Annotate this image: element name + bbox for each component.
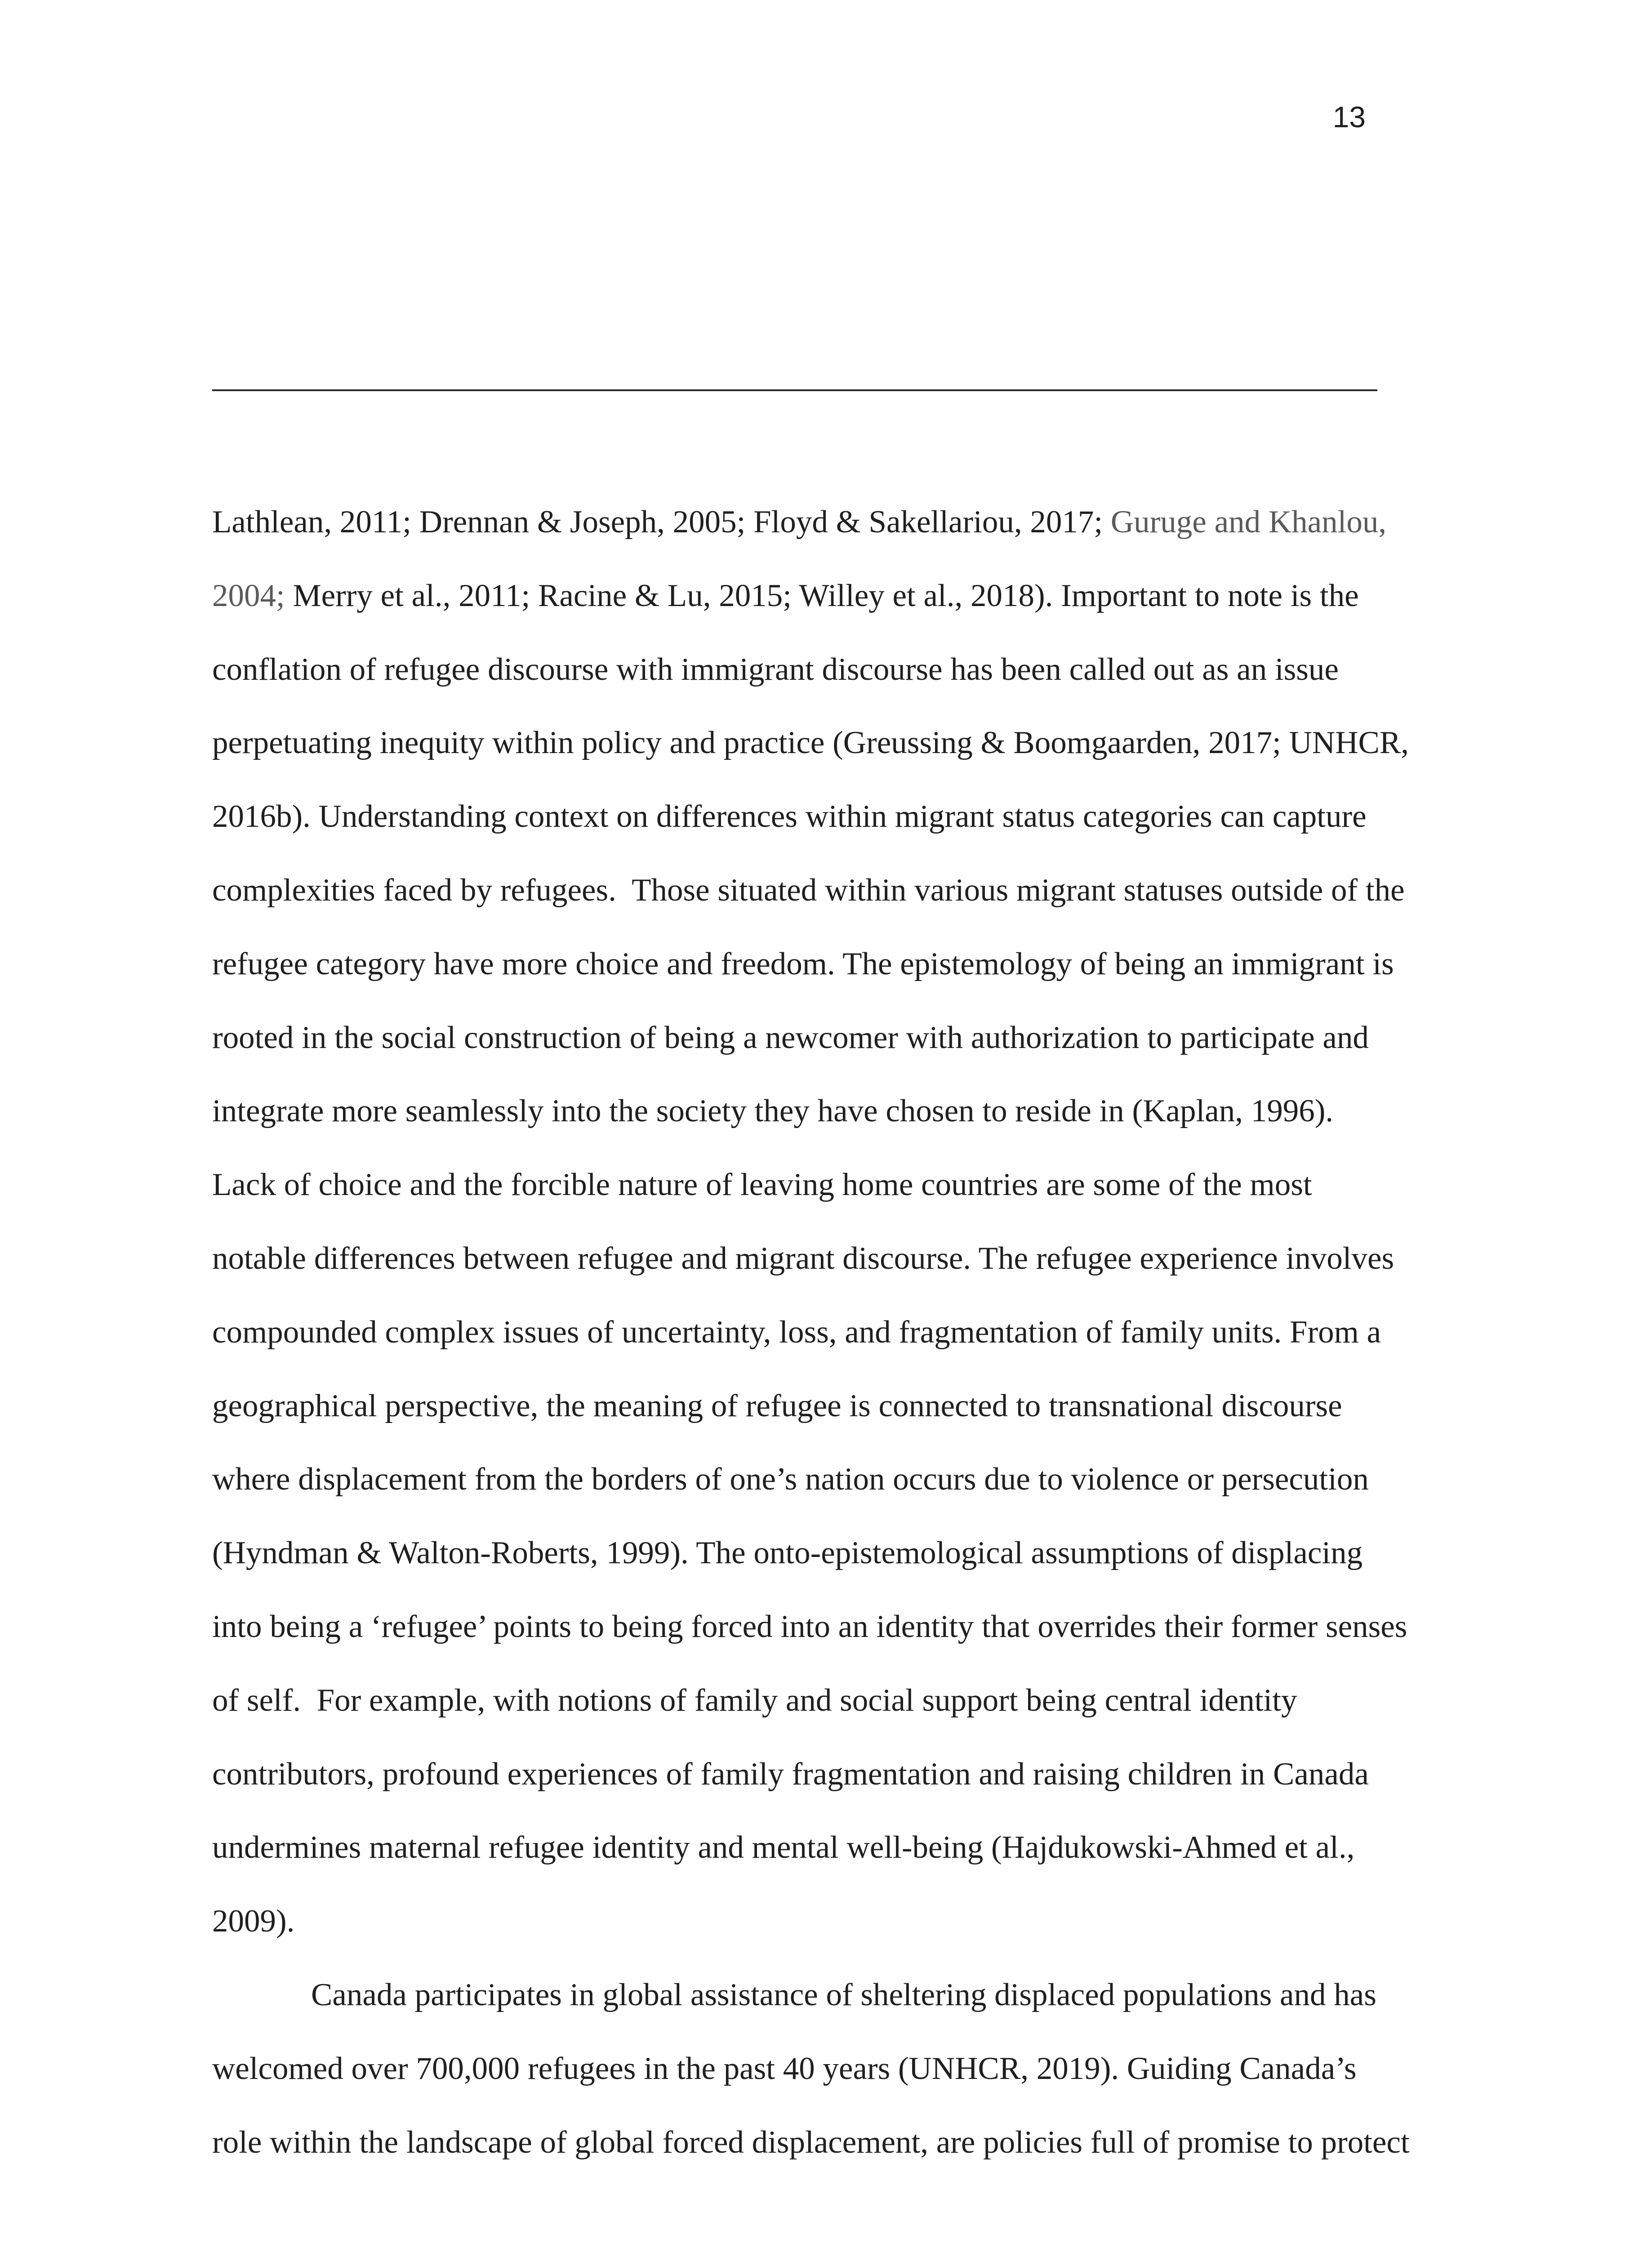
text-line: [212, 780, 1475, 854]
text-line: [212, 1369, 1475, 1443]
text-segment: of self. For example, with notions of family and social support being central identity: [212, 1682, 1297, 1718]
text-segment: refugee category have more choice and freedom. The epistemology of being an immigrant is: [212, 946, 1394, 981]
horizontal-rule: [212, 389, 1377, 391]
text-segment: perpetuating inequity within policy and practice (Greussing & Boomgaarden, 2017; UNHCR,: [212, 725, 1409, 761]
text-line: [212, 1811, 1475, 1885]
text-segment: notable differences between refugee and migrant discourse. The refugee experience involves: [212, 1240, 1394, 1276]
citation-text: Guruge and Khanlou,: [1110, 504, 1387, 540]
text-line: [212, 1222, 1475, 1296]
text-line: [212, 2032, 1475, 2106]
text-segment: conflation of refugee discourse with immigrant discourse has been called out as an issue: [212, 651, 1339, 687]
text-segment: Lack of choice and the forcible nature of leaving home countries are some of the most: [212, 1167, 1312, 1203]
text-line: [212, 1148, 1475, 1222]
text-line: [212, 928, 1475, 1001]
text-segment: welcomed over 700,000 refugees in the past 40 years (UNHCR, 2019). Guiding Canada’s: [212, 2051, 1357, 2086]
text-segment: complexities faced by refugees. Those situated within various migrant statuses outside of the: [212, 872, 1405, 908]
text-segment: undermines maternal refugee identity and mental well-being (Hajdukowski-Ahmed et al.,: [212, 1830, 1355, 1865]
text-line: [212, 1075, 1475, 1148]
paragraph-2: [212, 1958, 1475, 2179]
text-segment: Lathlean, 2011; Drennan & Joseph, 2005; Floyd & Sakellariou, 2017;: [212, 504, 1111, 540]
text-line: [212, 1590, 1475, 1664]
text-segment: role within the landscape of global forced displacement, are policies full of promise to protect: [212, 2124, 1410, 2160]
text-segment: where displacement from the borders of one’s nation occurs due to violence or persecution: [212, 1462, 1369, 1497]
text-segment: into being a ‘refugee’ points to being forced into an identity that overrides their former senses: [212, 1609, 1407, 1644]
text-segment: 2016b). Understanding context on differences within migrant status categories can capture: [212, 799, 1367, 834]
text-line: [212, 1443, 1475, 1517]
text-line: [212, 1664, 1475, 1738]
text-line: [212, 486, 1475, 559]
body-text: [212, 486, 1475, 2179]
text-segment: geographical perspective, the meaning of refugee is connected to transnational discourse: [212, 1388, 1342, 1423]
text-line: [212, 1517, 1475, 1590]
text-segment: rooted in the social construction of being a newcomer with authorization to participate and: [212, 1020, 1369, 1055]
text-line: [212, 1001, 1475, 1075]
text-segment: contributors, profound experiences of family fragmentation and raising children in Canada: [212, 1756, 1369, 1792]
text-line: [212, 1738, 1475, 1811]
text-line: [212, 633, 1475, 707]
text-line: [212, 1296, 1475, 1369]
text-line: [212, 2106, 1475, 2180]
text-line: [212, 854, 1475, 928]
text-line: [212, 706, 1475, 780]
text-segment: integrate more seamlessly into the society they have chosen to reside in (Kaplan, 1996).: [212, 1093, 1334, 1129]
text-segment: compounded complex issues of uncertainty, loss, and fragmentation of family units. From a: [212, 1314, 1381, 1350]
text-line: [212, 559, 1475, 633]
paragraph-1: [212, 486, 1475, 1958]
text-line: [212, 1885, 1475, 1958]
text-segment: 2009).: [212, 1904, 295, 1939]
page-number: 13: [1332, 100, 1366, 134]
citation-text: 2004;: [212, 578, 285, 613]
text-line-indented: [212, 1958, 1475, 2032]
text-segment: (Hyndman & Walton-Roberts, 1999). The onto-epistemological assumptions of displacing: [212, 1535, 1363, 1571]
text-segment: Canada participates in global assistance of sheltering displaced populations and has: [311, 1977, 1376, 2012]
text-segment: Merry et al., 2011; Racine & Lu, 2015; Willey et al., 2018). Important to note is the: [285, 578, 1359, 613]
